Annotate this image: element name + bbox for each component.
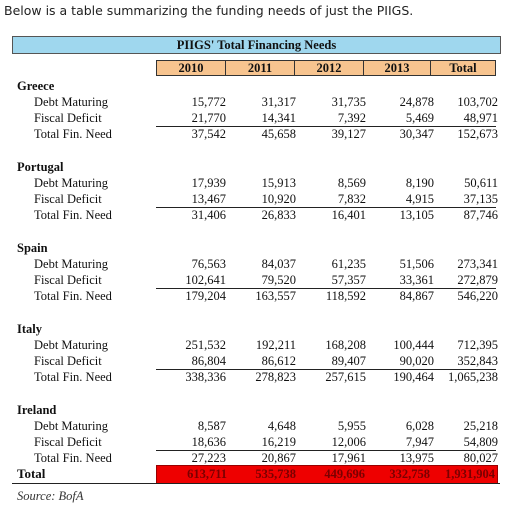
- italy-fiscal-deficit-2010: 86,804: [191, 354, 226, 368]
- spain-subtotal-rule: [156, 288, 496, 289]
- ireland-debt-maturing-total: 25,218: [463, 419, 498, 433]
- spain-debt-maturing-2012: 61,235: [331, 257, 366, 271]
- country-portugal: Portugal: [17, 160, 64, 174]
- italy-total-fin-need-total: 1,065,238: [448, 370, 498, 384]
- grand-total-label: Total: [17, 466, 46, 481]
- greece-total-fin-need-2013: 30,347: [399, 127, 434, 141]
- italy-total-fin-need-label: Total Fin. Need: [34, 370, 112, 384]
- spain-fiscal-deficit-2012: 57,357: [331, 273, 366, 287]
- spain-fiscal-deficit-2013: 33,361: [399, 273, 434, 287]
- greece-fiscal-deficit-2012: 7,392: [337, 111, 366, 125]
- greece-subtotal-rule: [156, 126, 496, 127]
- header-2013: 2013: [363, 60, 431, 76]
- portugal-debt-maturing-2010: 17,939: [191, 176, 226, 190]
- spain-debt-maturing-2010: 76,563: [191, 257, 226, 271]
- spain-total-fin-need-2013: 84,867: [399, 289, 434, 303]
- greece-fiscal-deficit-2013: 5,469: [405, 111, 434, 125]
- ireland-subtotal-rule: [156, 450, 496, 451]
- italy-total-fin-need-2013: 190,464: [393, 370, 434, 384]
- spain-total-fin-need-2011: 163,557: [255, 289, 296, 303]
- italy-debt-maturing-2013: 100,444: [393, 338, 434, 352]
- grand-total-2011: 535,738: [255, 467, 296, 481]
- ireland-debt-maturing-2011: 4,648: [267, 419, 296, 433]
- greece-debt-maturing-2013: 24,878: [399, 95, 434, 109]
- greece-total-fin-need-2010: 37,542: [191, 127, 226, 141]
- portugal-debt-maturing-label: Debt Maturing: [34, 176, 108, 190]
- country-ireland: Ireland: [17, 403, 57, 417]
- ireland-debt-maturing-2010: 8,587: [197, 419, 226, 433]
- portugal-debt-maturing-2011: 15,913: [261, 176, 296, 190]
- ireland-fiscal-deficit-total: 54,809: [463, 435, 498, 449]
- ireland-total-fin-need-total: 80,027: [463, 451, 498, 465]
- spain-total-fin-need-total: 546,220: [457, 289, 498, 303]
- greece-total-fin-need-label: Total Fin. Need: [34, 127, 112, 141]
- spain-debt-maturing-2013: 51,506: [399, 257, 434, 271]
- greece-total-fin-need-2012: 39,127: [331, 127, 366, 141]
- greece-total-fin-need-total: 152,673: [457, 127, 498, 141]
- header-total: Total: [430, 60, 496, 76]
- greece-debt-maturing-2012: 31,735: [331, 95, 366, 109]
- country-spain: Spain: [17, 241, 48, 255]
- spain-total-fin-need-2010: 179,204: [185, 289, 226, 303]
- header-2010: 2010: [156, 60, 226, 76]
- ireland-total-fin-need-2011: 20,867: [261, 451, 296, 465]
- country-greece: Greece: [17, 79, 55, 93]
- greece-debt-maturing-2010: 15,772: [191, 95, 226, 109]
- ireland-total-fin-need-2010: 27,223: [191, 451, 226, 465]
- greece-fiscal-deficit-label: Fiscal Deficit: [34, 111, 102, 125]
- header-2012: 2012: [294, 60, 364, 76]
- spain-debt-maturing-label: Debt Maturing: [34, 257, 108, 271]
- greece-total-fin-need-2011: 45,658: [261, 127, 296, 141]
- ireland-fiscal-deficit-label: Fiscal Deficit: [34, 435, 102, 449]
- portugal-subtotal-rule: [156, 207, 496, 208]
- ireland-debt-maturing-2012: 5,955: [337, 419, 366, 433]
- spain-fiscal-deficit-2011: 79,520: [261, 273, 296, 287]
- spain-fiscal-deficit-total: 272,879: [457, 273, 498, 287]
- italy-fiscal-deficit-2012: 89,407: [331, 354, 366, 368]
- source-note: Source: BofA: [17, 489, 84, 503]
- italy-total-fin-need-2011: 278,823: [255, 370, 296, 384]
- italy-fiscal-deficit-2013: 90,020: [399, 354, 434, 368]
- portugal-debt-maturing-total: 50,611: [464, 176, 498, 190]
- italy-fiscal-deficit-2011: 86,612: [261, 354, 296, 368]
- portugal-total-fin-need-2011: 26,833: [261, 208, 296, 222]
- portugal-debt-maturing-2013: 8,190: [405, 176, 434, 190]
- ireland-fiscal-deficit-2011: 16,219: [261, 435, 296, 449]
- portugal-fiscal-deficit-2010: 13,467: [191, 192, 226, 206]
- country-italy: Italy: [17, 322, 42, 336]
- header-2011: 2011: [225, 60, 295, 76]
- portugal-total-fin-need-2013: 13,105: [399, 208, 434, 222]
- portugal-total-fin-need-2012: 16,401: [331, 208, 366, 222]
- italy-subtotal-rule: [156, 369, 496, 370]
- spain-debt-maturing-2011: 84,037: [261, 257, 296, 271]
- portugal-fiscal-deficit-2012: 7,832: [337, 192, 366, 206]
- grand-total-2010: 613,711: [187, 467, 227, 481]
- grand-total-rule: [12, 483, 500, 484]
- greece-debt-maturing-2011: 31,317: [261, 95, 296, 109]
- ireland-debt-maturing-2013: 6,028: [405, 419, 434, 433]
- grand-total-bar: [156, 465, 498, 484]
- italy-debt-maturing-label: Debt Maturing: [34, 338, 108, 352]
- grand-total-total: 1,931,904: [445, 467, 495, 481]
- spain-total-fin-need-label: Total Fin. Need: [34, 289, 112, 303]
- greece-fiscal-deficit-2010: 21,770: [191, 111, 226, 125]
- portugal-debt-maturing-2012: 8,569: [337, 176, 366, 190]
- italy-total-fin-need-2010: 338,336: [185, 370, 226, 384]
- italy-debt-maturing-2011: 192,211: [255, 338, 296, 352]
- ireland-total-fin-need-label: Total Fin. Need: [34, 451, 112, 465]
- portugal-total-fin-need-total: 87,746: [463, 208, 498, 222]
- ireland-fiscal-deficit-2012: 12,006: [331, 435, 366, 449]
- italy-debt-maturing-2012: 168,208: [325, 338, 366, 352]
- ireland-total-fin-need-2013: 13,975: [399, 451, 434, 465]
- spain-fiscal-deficit-label: Fiscal Deficit: [34, 273, 102, 287]
- italy-fiscal-deficit-total: 352,843: [457, 354, 498, 368]
- italy-debt-maturing-2010: 251,532: [185, 338, 226, 352]
- ireland-debt-maturing-label: Debt Maturing: [34, 419, 108, 433]
- ireland-total-fin-need-2012: 17,961: [331, 451, 366, 465]
- spain-fiscal-deficit-2010: 102,641: [185, 273, 226, 287]
- intro-text: Below is a table summarizing the funding needs of just the PIIGS.: [4, 3, 414, 18]
- ireland-fiscal-deficit-2013: 7,947: [405, 435, 434, 449]
- italy-debt-maturing-total: 712,395: [457, 338, 498, 352]
- greece-fiscal-deficit-2011: 14,341: [261, 111, 296, 125]
- portugal-fiscal-deficit-2013: 4,915: [405, 192, 434, 206]
- portugal-fiscal-deficit-label: Fiscal Deficit: [34, 192, 102, 206]
- greece-debt-maturing-total: 103,702: [457, 95, 498, 109]
- spain-total-fin-need-2012: 118,592: [325, 289, 366, 303]
- grand-total-2013: 332,758: [389, 467, 430, 481]
- grand-total-2012: 449,696: [324, 467, 365, 481]
- table-title: PIIGS' Total Financing Needs: [12, 36, 501, 54]
- greece-fiscal-deficit-total: 48,971: [463, 111, 498, 125]
- spain-debt-maturing-total: 273,341: [457, 257, 498, 271]
- portugal-fiscal-deficit-2011: 10,920: [261, 192, 296, 206]
- italy-total-fin-need-2012: 257,615: [325, 370, 366, 384]
- ireland-fiscal-deficit-2010: 18,636: [191, 435, 226, 449]
- portugal-total-fin-need-2010: 31,406: [191, 208, 226, 222]
- greece-debt-maturing-label: Debt Maturing: [34, 95, 108, 109]
- italy-fiscal-deficit-label: Fiscal Deficit: [34, 354, 102, 368]
- portugal-total-fin-need-label: Total Fin. Need: [34, 208, 112, 222]
- portugal-fiscal-deficit-total: 37,135: [463, 192, 498, 206]
